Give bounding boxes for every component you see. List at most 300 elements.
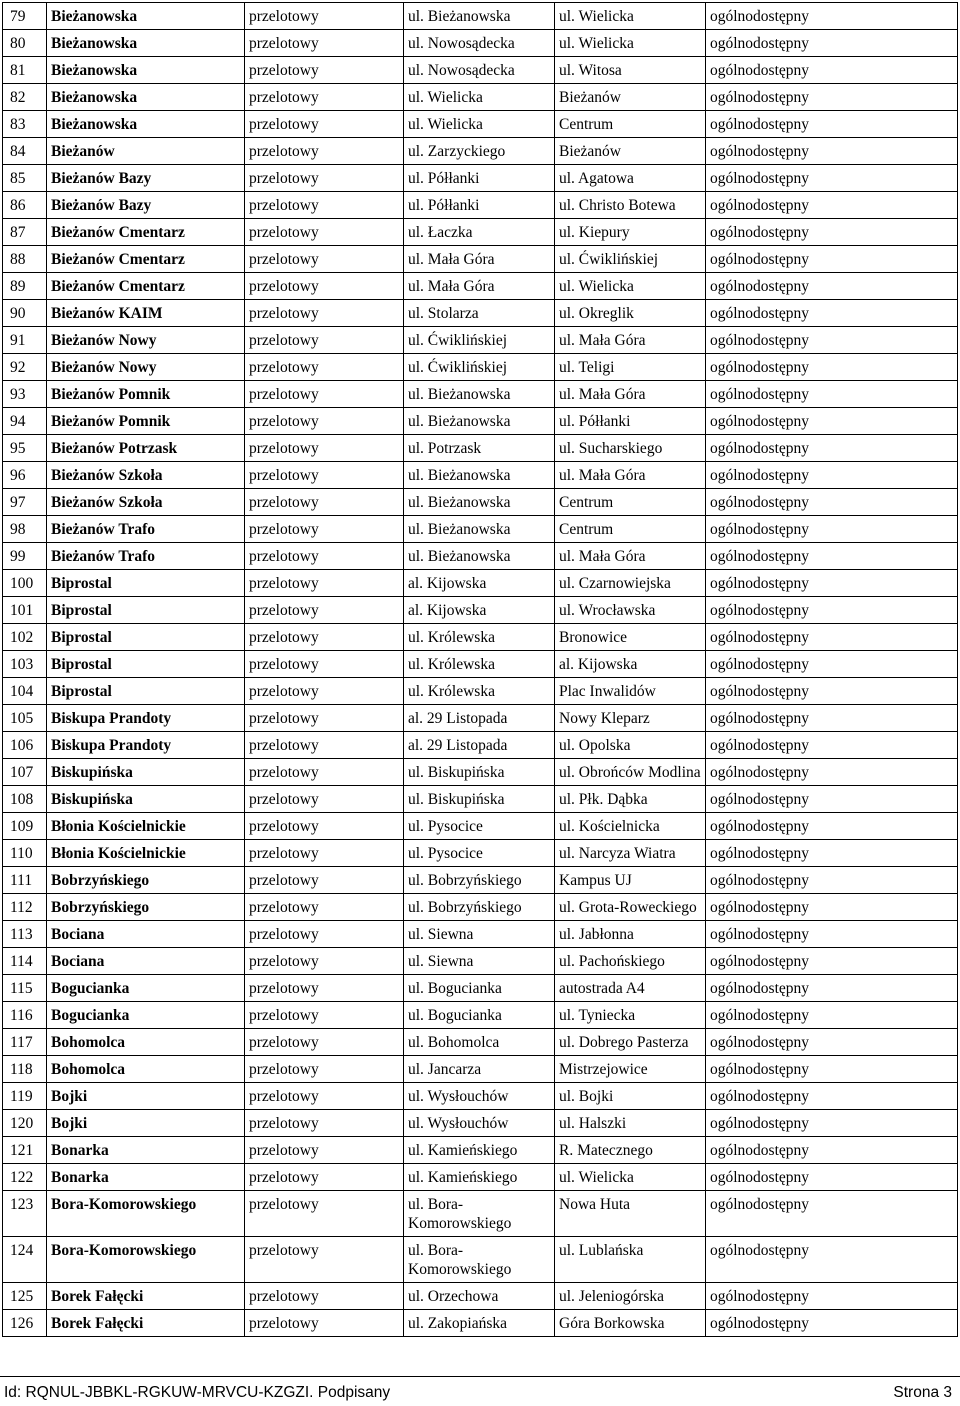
stop-street: ul. Siewna — [404, 948, 555, 975]
stop-name: Bobrzyńskiego — [47, 894, 245, 921]
table-row — [3, 1002, 958, 1029]
stop-number: 85 — [3, 165, 47, 192]
stop-street: ul. Bobrzyńskiego — [404, 894, 555, 921]
stop-name: Bonarka — [47, 1164, 245, 1191]
table-row — [3, 732, 958, 759]
stop-number: 100 — [3, 570, 47, 597]
stop-number: 93 — [3, 381, 47, 408]
stop-name: Bohomolca — [47, 1029, 245, 1056]
stop-number: 87 — [3, 219, 47, 246]
stop-name: Bora-Komorowskiego — [47, 1237, 245, 1283]
stop-direction: Góra Borkowska — [555, 1310, 706, 1337]
table-row — [3, 1164, 958, 1191]
stop-number: 113 — [3, 921, 47, 948]
stop-street: ul. Bieżanowska — [404, 3, 555, 30]
table-row — [3, 597, 958, 624]
stops-table-body — [3, 3, 958, 1337]
stop-name: Bobrzyńskiego — [47, 867, 245, 894]
stop-access: ogólnodostępny — [706, 30, 958, 57]
table-row — [3, 759, 958, 786]
stop-name: Błonia Kościelnickie — [47, 813, 245, 840]
stop-name: Bogucianka — [47, 1002, 245, 1029]
table-row — [3, 813, 958, 840]
table-row — [3, 1029, 958, 1056]
stop-direction: Bronowice — [555, 624, 706, 651]
stop-type: przelotowy — [245, 867, 404, 894]
stop-direction: ul. Bojki — [555, 1083, 706, 1110]
stop-access: ogólnodostępny — [706, 165, 958, 192]
table-row — [3, 786, 958, 813]
stop-direction: ul. Obrońców Modlina — [555, 759, 706, 786]
stop-type: przelotowy — [245, 354, 404, 381]
stop-access: ogólnodostępny — [706, 1002, 958, 1029]
stop-number: 108 — [3, 786, 47, 813]
stop-access: ogólnodostępny — [706, 1164, 958, 1191]
stop-name: Biprostal — [47, 678, 245, 705]
stop-number: 89 — [3, 273, 47, 300]
stop-direction: ul. Półłanki — [555, 408, 706, 435]
stop-name: Bieżanów Bazy — [47, 165, 245, 192]
stop-street: ul. Mała Góra — [404, 246, 555, 273]
document-id: Id: RQNUL-JBBKL-RGKUW-MRVCU-KZGZI. Podpisany — [4, 1384, 391, 1401]
stop-street: ul. Bieżanowska — [404, 408, 555, 435]
stop-direction: ul. Teligi — [555, 354, 706, 381]
stop-direction: ul. Mała Góra — [555, 381, 706, 408]
stop-name: Bieżanów Szkoła — [47, 462, 245, 489]
stop-direction: ul. Wielicka — [555, 3, 706, 30]
stop-number: 106 — [3, 732, 47, 759]
stop-access: ogólnodostępny — [706, 705, 958, 732]
stop-access: ogólnodostępny — [706, 516, 958, 543]
stop-type: przelotowy — [245, 246, 404, 273]
stop-direction: ul. Grota-Roweckiego — [555, 894, 706, 921]
stop-name: Bieżanów Cmentarz — [47, 273, 245, 300]
table-row — [3, 57, 958, 84]
stop-direction: ul. Ćwiklińskiej — [555, 246, 706, 273]
table-row — [3, 678, 958, 705]
stop-direction: ul. Narcyza Wiatra — [555, 840, 706, 867]
stop-name: Bieżanów Szkoła — [47, 489, 245, 516]
stop-street: ul. Półłanki — [404, 165, 555, 192]
stop-name: Bora-Komorowskiego — [47, 1191, 245, 1237]
stop-type: przelotowy — [245, 543, 404, 570]
stop-name: Biprostal — [47, 624, 245, 651]
stop-number: 126 — [3, 1310, 47, 1337]
stop-access: ogólnodostępny — [706, 678, 958, 705]
stop-type: przelotowy — [245, 570, 404, 597]
table-row — [3, 894, 958, 921]
stop-name: Bieżanowska — [47, 30, 245, 57]
stop-access: ogólnodostępny — [706, 3, 958, 30]
stop-access: ogólnodostępny — [706, 1310, 958, 1337]
stop-type: przelotowy — [245, 3, 404, 30]
stop-name: Bieżanów KAIM — [47, 300, 245, 327]
stop-type: przelotowy — [245, 732, 404, 759]
table-row — [3, 462, 958, 489]
stop-direction: ul. Jeleniogórska — [555, 1283, 706, 1310]
stop-direction: ul. Agatowa — [555, 165, 706, 192]
stop-number: 103 — [3, 651, 47, 678]
stop-name: Borek Fałęcki — [47, 1283, 245, 1310]
stop-type: przelotowy — [245, 1029, 404, 1056]
stop-type: przelotowy — [245, 1137, 404, 1164]
stop-street: ul. Bieżanowska — [404, 489, 555, 516]
stop-access: ogólnodostępny — [706, 354, 958, 381]
table-row — [3, 435, 958, 462]
table-row — [3, 354, 958, 381]
stop-name: Bieżanów Trafo — [47, 516, 245, 543]
stop-type: przelotowy — [245, 192, 404, 219]
stop-street: ul. Nowosądecka — [404, 30, 555, 57]
stop-access: ogólnodostępny — [706, 489, 958, 516]
stop-street: ul. Biskupińska — [404, 786, 555, 813]
stop-type: przelotowy — [245, 300, 404, 327]
stop-street: al. 29 Listopada — [404, 732, 555, 759]
stop-direction: ul. Opolska — [555, 732, 706, 759]
stop-direction: al. Kijowska — [555, 651, 706, 678]
stop-access: ogólnodostępny — [706, 1083, 958, 1110]
stop-street: ul. Wysłouchów — [404, 1110, 555, 1137]
stop-type: przelotowy — [245, 1237, 404, 1283]
stop-direction: ul. Witosa — [555, 57, 706, 84]
table-row — [3, 948, 958, 975]
stop-direction: Plac Inwalidów — [555, 678, 706, 705]
stop-street: ul. Królewska — [404, 624, 555, 651]
stop-street: ul. Mała Góra — [404, 273, 555, 300]
stop-number: 99 — [3, 543, 47, 570]
table-row — [3, 1083, 958, 1110]
stop-name: Biprostal — [47, 570, 245, 597]
stop-name: Błonia Kościelnickie — [47, 840, 245, 867]
stop-street: al. Kijowska — [404, 597, 555, 624]
stop-number: 79 — [3, 3, 47, 30]
stop-street: ul. Ćwiklińskiej — [404, 327, 555, 354]
stop-type: przelotowy — [245, 30, 404, 57]
table-row — [3, 867, 958, 894]
table-row — [3, 921, 958, 948]
stop-number: 119 — [3, 1083, 47, 1110]
stop-name: Biprostal — [47, 651, 245, 678]
table-row — [3, 1191, 958, 1237]
stop-type: przelotowy — [245, 462, 404, 489]
stop-street: ul. Wielicka — [404, 111, 555, 138]
stop-type: przelotowy — [245, 624, 404, 651]
table-row — [3, 705, 958, 732]
stop-direction: Centrum — [555, 111, 706, 138]
stop-type: przelotowy — [245, 651, 404, 678]
stop-type: przelotowy — [245, 948, 404, 975]
stop-access: ogólnodostępny — [706, 462, 958, 489]
stop-direction: ul. Jabłonna — [555, 921, 706, 948]
stop-number: 118 — [3, 1056, 47, 1083]
stop-street: ul. Bieżanowska — [404, 543, 555, 570]
stop-type: przelotowy — [245, 84, 404, 111]
stop-number: 112 — [3, 894, 47, 921]
stop-number: 92 — [3, 354, 47, 381]
table-row — [3, 489, 958, 516]
footer-divider — [0, 1376, 960, 1377]
stop-street: ul. Bora-Komorowskiego — [404, 1191, 555, 1237]
stop-type: przelotowy — [245, 408, 404, 435]
stop-type: przelotowy — [245, 1083, 404, 1110]
stop-number: 122 — [3, 1164, 47, 1191]
stop-name: Biskupińska — [47, 759, 245, 786]
stop-direction: ul. Halszki — [555, 1110, 706, 1137]
stop-direction: ul. Lublańska — [555, 1237, 706, 1283]
stop-access: ogólnodostępny — [706, 1137, 958, 1164]
table-row — [3, 192, 958, 219]
stop-type: przelotowy — [245, 597, 404, 624]
stop-number: 121 — [3, 1137, 47, 1164]
stop-type: przelotowy — [245, 1056, 404, 1083]
stop-street: ul. Jancarza — [404, 1056, 555, 1083]
stop-access: ogólnodostępny — [706, 867, 958, 894]
stop-name: Bieżanów Pomnik — [47, 381, 245, 408]
stop-number: 88 — [3, 246, 47, 273]
stop-street: ul. Bieżanowska — [404, 462, 555, 489]
stop-street: ul. Bogucianka — [404, 975, 555, 1002]
stop-street: ul. Wielicka — [404, 84, 555, 111]
stop-number: 125 — [3, 1283, 47, 1310]
stop-direction: R. Matecznego — [555, 1137, 706, 1164]
stop-type: przelotowy — [245, 111, 404, 138]
stop-access: ogólnodostępny — [706, 597, 958, 624]
stop-type: przelotowy — [245, 57, 404, 84]
table-row — [3, 381, 958, 408]
stop-access: ogólnodostępny — [706, 246, 958, 273]
stop-access: ogólnodostępny — [706, 1283, 958, 1310]
stop-name: Bieżanów Bazy — [47, 192, 245, 219]
stop-number: 105 — [3, 705, 47, 732]
stop-street: ul. Półłanki — [404, 192, 555, 219]
stop-access: ogólnodostępny — [706, 786, 958, 813]
stop-access: ogólnodostępny — [706, 759, 958, 786]
stop-access: ogólnodostępny — [706, 1110, 958, 1137]
table-row — [3, 84, 958, 111]
stop-access: ogólnodostępny — [706, 543, 958, 570]
stop-number: 109 — [3, 813, 47, 840]
table-row — [3, 165, 958, 192]
stop-direction: ul. Wielicka — [555, 273, 706, 300]
stop-street: ul. Bogucianka — [404, 1002, 555, 1029]
stop-street: ul. Nowosądecka — [404, 57, 555, 84]
table-row — [3, 219, 958, 246]
stop-number: 124 — [3, 1237, 47, 1283]
stop-type: przelotowy — [245, 705, 404, 732]
stop-type: przelotowy — [245, 678, 404, 705]
stop-number: 95 — [3, 435, 47, 462]
stop-access: ogólnodostępny — [706, 894, 958, 921]
stop-type: przelotowy — [245, 1002, 404, 1029]
stop-type: przelotowy — [245, 894, 404, 921]
stop-name: Bohomolca — [47, 1056, 245, 1083]
stop-name: Bieżanowska — [47, 84, 245, 111]
stop-access: ogólnodostępny — [706, 219, 958, 246]
stops-table — [2, 2, 958, 1337]
table-row — [3, 246, 958, 273]
table-row — [3, 570, 958, 597]
stop-type: przelotowy — [245, 489, 404, 516]
stop-access: ogólnodostępny — [706, 624, 958, 651]
table-row — [3, 651, 958, 678]
stop-type: przelotowy — [245, 327, 404, 354]
stop-type: przelotowy — [245, 381, 404, 408]
stop-name: Bieżanów Trafo — [47, 543, 245, 570]
stop-name: Bieżanowska — [47, 57, 245, 84]
stop-access: ogólnodostępny — [706, 327, 958, 354]
stop-direction: ul. Płk. Dąbka — [555, 786, 706, 813]
stop-name: Borek Fałęcki — [47, 1310, 245, 1337]
stop-direction: ul. Mała Góra — [555, 462, 706, 489]
stop-name: Bojki — [47, 1110, 245, 1137]
stop-street: ul. Pysocice — [404, 813, 555, 840]
stop-number: 107 — [3, 759, 47, 786]
stop-number: 110 — [3, 840, 47, 867]
stop-type: przelotowy — [245, 759, 404, 786]
stop-type: przelotowy — [245, 219, 404, 246]
stop-name: Bieżanów Nowy — [47, 327, 245, 354]
stop-number: 94 — [3, 408, 47, 435]
stop-number: 84 — [3, 138, 47, 165]
table-row — [3, 975, 958, 1002]
stop-type: przelotowy — [245, 921, 404, 948]
stop-number: 111 — [3, 867, 47, 894]
stop-number: 114 — [3, 948, 47, 975]
stop-number: 116 — [3, 1002, 47, 1029]
stop-number: 117 — [3, 1029, 47, 1056]
stop-direction: ul. Wielicka — [555, 30, 706, 57]
stop-name: Bieżanów Nowy — [47, 354, 245, 381]
stop-type: przelotowy — [245, 840, 404, 867]
stop-number: 81 — [3, 57, 47, 84]
stop-name: Bonarka — [47, 1137, 245, 1164]
stop-street: ul. Biskupińska — [404, 759, 555, 786]
stop-number: 90 — [3, 300, 47, 327]
table-row — [3, 1137, 958, 1164]
stop-street: ul. Wysłouchów — [404, 1083, 555, 1110]
stop-name: Biskupa Prandoty — [47, 705, 245, 732]
stop-name: Bieżanów Potrzask — [47, 435, 245, 462]
stop-street: al. 29 Listopada — [404, 705, 555, 732]
stop-type: przelotowy — [245, 138, 404, 165]
stop-access: ogólnodostępny — [706, 84, 958, 111]
stop-street: ul. Ćwiklińskiej — [404, 354, 555, 381]
stop-type: przelotowy — [245, 1164, 404, 1191]
table-row — [3, 1310, 958, 1337]
stop-access: ogólnodostępny — [706, 273, 958, 300]
stop-street: ul. Kamieńskiego — [404, 1137, 555, 1164]
stop-direction: Centrum — [555, 516, 706, 543]
stop-access: ogólnodostępny — [706, 921, 958, 948]
stop-type: przelotowy — [245, 1110, 404, 1137]
stop-street: ul. Królewska — [404, 678, 555, 705]
stop-type: przelotowy — [245, 1283, 404, 1310]
stop-street: ul. Bieżanowska — [404, 381, 555, 408]
stop-direction: ul. Mała Góra — [555, 327, 706, 354]
stop-direction: ul. Czarnowiejska — [555, 570, 706, 597]
stop-name: Bojki — [47, 1083, 245, 1110]
stop-type: przelotowy — [245, 786, 404, 813]
stop-direction: ul. Wrocławska — [555, 597, 706, 624]
stop-number: 83 — [3, 111, 47, 138]
stop-number: 97 — [3, 489, 47, 516]
stop-name: Bieżanów Cmentarz — [47, 219, 245, 246]
table-row — [3, 30, 958, 57]
stop-street: ul. Łaczka — [404, 219, 555, 246]
stop-street: ul. Bobrzyńskiego — [404, 867, 555, 894]
stop-number: 82 — [3, 84, 47, 111]
table-row — [3, 273, 958, 300]
stop-access: ogólnodostępny — [706, 840, 958, 867]
stop-street: ul. Bieżanowska — [404, 516, 555, 543]
stop-direction: Centrum — [555, 489, 706, 516]
stop-direction: ul. Wielicka — [555, 1164, 706, 1191]
stop-name: Bieżanów Cmentarz — [47, 246, 245, 273]
stop-direction: Nowy Kleparz — [555, 705, 706, 732]
stop-number: 91 — [3, 327, 47, 354]
table-row — [3, 111, 958, 138]
stop-direction: Mistrzejowice — [555, 1056, 706, 1083]
stop-street: ul. Orzechowa — [404, 1283, 555, 1310]
stop-type: przelotowy — [245, 435, 404, 462]
stop-street: ul. Bohomolca — [404, 1029, 555, 1056]
stop-type: przelotowy — [245, 1310, 404, 1337]
table-row — [3, 327, 958, 354]
page-number: Strona 3 — [893, 1384, 952, 1401]
table-row — [3, 1237, 958, 1283]
stop-access: ogólnodostępny — [706, 435, 958, 462]
stop-direction: ul. Mała Góra — [555, 543, 706, 570]
stop-type: przelotowy — [245, 273, 404, 300]
stop-access: ogólnodostępny — [706, 813, 958, 840]
stop-access: ogólnodostępny — [706, 138, 958, 165]
stop-direction: ul. Kiepury — [555, 219, 706, 246]
stop-access: ogólnodostępny — [706, 1237, 958, 1283]
stop-number: 102 — [3, 624, 47, 651]
stop-direction: Bieżanów — [555, 138, 706, 165]
table-row — [3, 624, 958, 651]
stop-direction: ul. Christo Botewa — [555, 192, 706, 219]
table-row — [3, 543, 958, 570]
stop-street: ul. Potrzask — [404, 435, 555, 462]
stop-number: 104 — [3, 678, 47, 705]
stop-number: 115 — [3, 975, 47, 1002]
stop-direction: Bieżanów — [555, 84, 706, 111]
stop-name: Bociana — [47, 948, 245, 975]
stop-direction: ul. Tyniecka — [555, 1002, 706, 1029]
stop-street: ul. Pysocice — [404, 840, 555, 867]
stop-name: Bieżanów Pomnik — [47, 408, 245, 435]
stop-access: ogólnodostępny — [706, 732, 958, 759]
stop-street: ul. Bora-Komorowskiego — [404, 1237, 555, 1283]
stop-direction: Kampus UJ — [555, 867, 706, 894]
stop-name: Biskupińska — [47, 786, 245, 813]
table-row — [3, 3, 958, 30]
table-row — [3, 1283, 958, 1310]
stop-name: Biprostal — [47, 597, 245, 624]
table-row — [3, 516, 958, 543]
stop-type: przelotowy — [245, 975, 404, 1002]
stop-access: ogólnodostępny — [706, 381, 958, 408]
table-row — [3, 408, 958, 435]
stop-direction: ul. Pachońskiego — [555, 948, 706, 975]
stop-type: przelotowy — [245, 165, 404, 192]
table-row — [3, 300, 958, 327]
stop-name: Bogucianka — [47, 975, 245, 1002]
stop-access: ogólnodostępny — [706, 1191, 958, 1237]
stop-street: ul. Stolarza — [404, 300, 555, 327]
stop-direction: ul. Kościelnicka — [555, 813, 706, 840]
